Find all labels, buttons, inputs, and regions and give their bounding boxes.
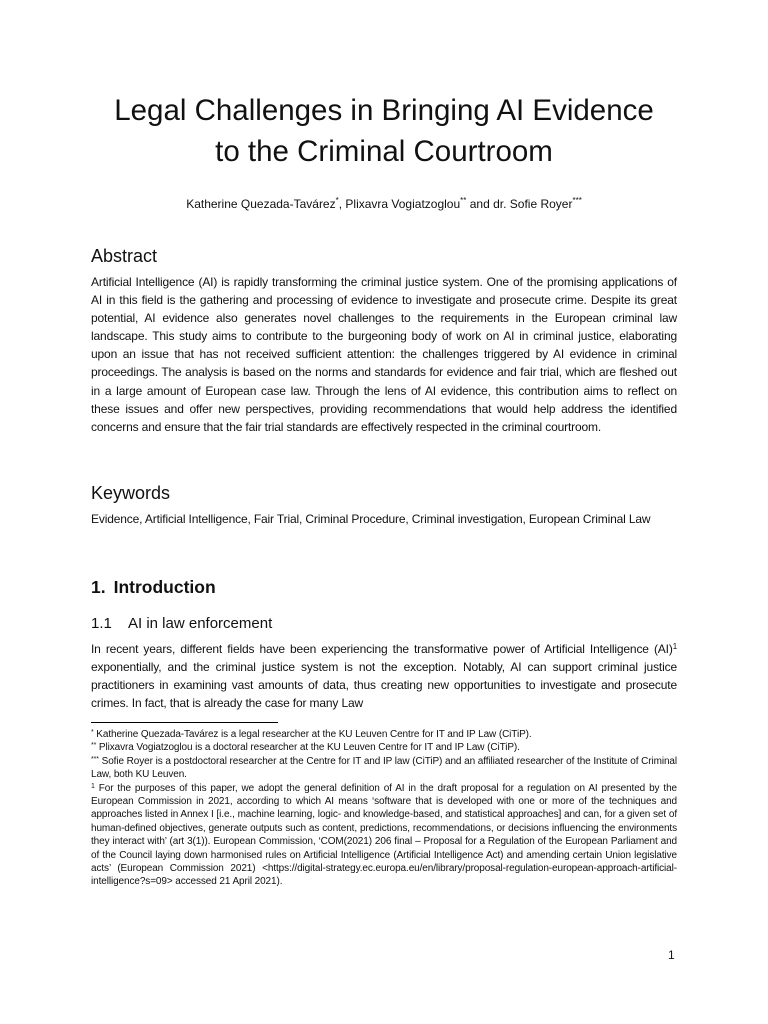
footnote-mark: * [91, 729, 94, 736]
title-line-2: to the Criminal Courtroom [215, 135, 553, 168]
intro-text-after: exponentially, and the criminal justice system is not the exception. Notably, AI can support criminal justice practitioners in examining vast amounts of data, thus creating new opportunities to investigate and prosecute crimes. In fact, that is already the case for many Law [91, 660, 677, 711]
author-list [91, 196, 677, 212]
footnote-marker[interactable]: ** [460, 196, 467, 205]
author-separator: , [338, 197, 346, 211]
section-title: Introduction [113, 577, 216, 597]
subsection-number: 1.1 [91, 615, 112, 632]
subsection-heading [91, 614, 272, 634]
intro-text-before: In recent years, different fields have been experiencing the transformative power of Artificial Intelligence (AI) [91, 642, 673, 656]
footnote-mark: *** [91, 755, 99, 763]
footnote-text: Katherine Quezada-Tavárez is a legal researcher at the KU Leuven Centre for IT and IP Law (CiTiP). [93, 729, 532, 740]
footnote-item [91, 741, 677, 754]
author-separator: and [466, 197, 494, 211]
section-number: 1. [91, 577, 106, 597]
footnote-text: For the purposes of this paper, we adopt the general definition of AI in the draft proposal for a regulation on AI presented by the European Commission in 2021, according to which AI means ‘software that is developed with one or more of the techniques and approaches listed in Annex I [i.e., machine learning, logic- and knowledge-based, and statistical approaches] and can, for a given set of human-defined objectives, generate outputs such as content, predictions, recommendations, or decisions influencing the environments they interact with’ (art 3(1)). European Commission, ‘COM(2021) 206 final – Proposal for a Regulation of the European Parliament and of the Council laying down harmonised rules on Artificial Intelligence (Artificial Intelligence Act) and amending certain Union legislative acts’ (European Commission 2021) <https://digital-strategy.ec.europa.eu/en/library/proposal-regulation-european-approach-artificial-intelligence?s=09> accessed 21 April 2021). [91, 782, 677, 888]
footnotes [91, 728, 677, 889]
footnote-ref[interactable]: 1 [672, 642, 677, 651]
footnote-item [91, 755, 677, 782]
footnote-text: Sofie Royer is a postdoctoral researcher at the Centre for IT and IP law (CiTiP) and an affiliated researcher of the Institute of Criminal Law, both KU Leuven. [91, 755, 677, 781]
footnote-marker[interactable]: *** [572, 196, 582, 205]
author-name: Katherine Quezada-Tavárez [186, 197, 336, 211]
paper-title [91, 90, 677, 172]
footnote-item [91, 728, 677, 741]
intro-paragraph [91, 640, 677, 712]
subsection-title: AI in law enforcement [128, 615, 273, 632]
abstract-text: Artificial Intelligence (AI) is rapidly transforming the criminal justice system. One of the promising applications of AI in this field is the gathering and processing of evidence to investigate and prosecute crime. Despite its great potential, AI evidence also generates novel challenges to the requirements in the European criminal law landscape. This study aims to contribute to the burgeoning body of work on AI in criminal justice, elaborating upon an issue that has not received sufficient attention: the challenges triggered by AI evidence in criminal proceedings. The analysis is based on the norms and standards for evidence and fair trial, which are fleshed out in a large amount of European case law. Through the lens of AI evidence, this contribution aims to reflect on these issues and offer new perspectives, providing recommendations that would help address the identified concerns and ensure that the fair trial standards are effectively respected in the criminal courtroom. [91, 275, 677, 434]
abstract-heading: Abstract [91, 246, 158, 266]
page-number: 1 [668, 948, 675, 962]
footnote-mark: ** [91, 742, 97, 750]
footnote-mark: 1 [91, 782, 95, 790]
footnote-separator [91, 722, 278, 723]
title-line-1: Legal Challenges in Bringing AI Evidence [114, 94, 654, 127]
footnote-item [91, 782, 677, 889]
section-heading [91, 576, 216, 598]
author-name: dr. Sofie Royer [493, 197, 573, 211]
author-name: Plixavra Vogiatzoglou [345, 197, 461, 211]
footnote-text: Plixavra Vogiatzoglou is a doctoral researcher at the KU Leuven Centre for IT and IP Law (CiTiP). [96, 742, 520, 754]
keywords-heading: Keywords [91, 483, 171, 503]
footnote-marker[interactable]: * [335, 196, 339, 205]
keywords-text: Evidence, Artificial Intelligence, Fair Trial, Criminal Procedure, Criminal investigation, European Criminal Law [91, 512, 651, 526]
